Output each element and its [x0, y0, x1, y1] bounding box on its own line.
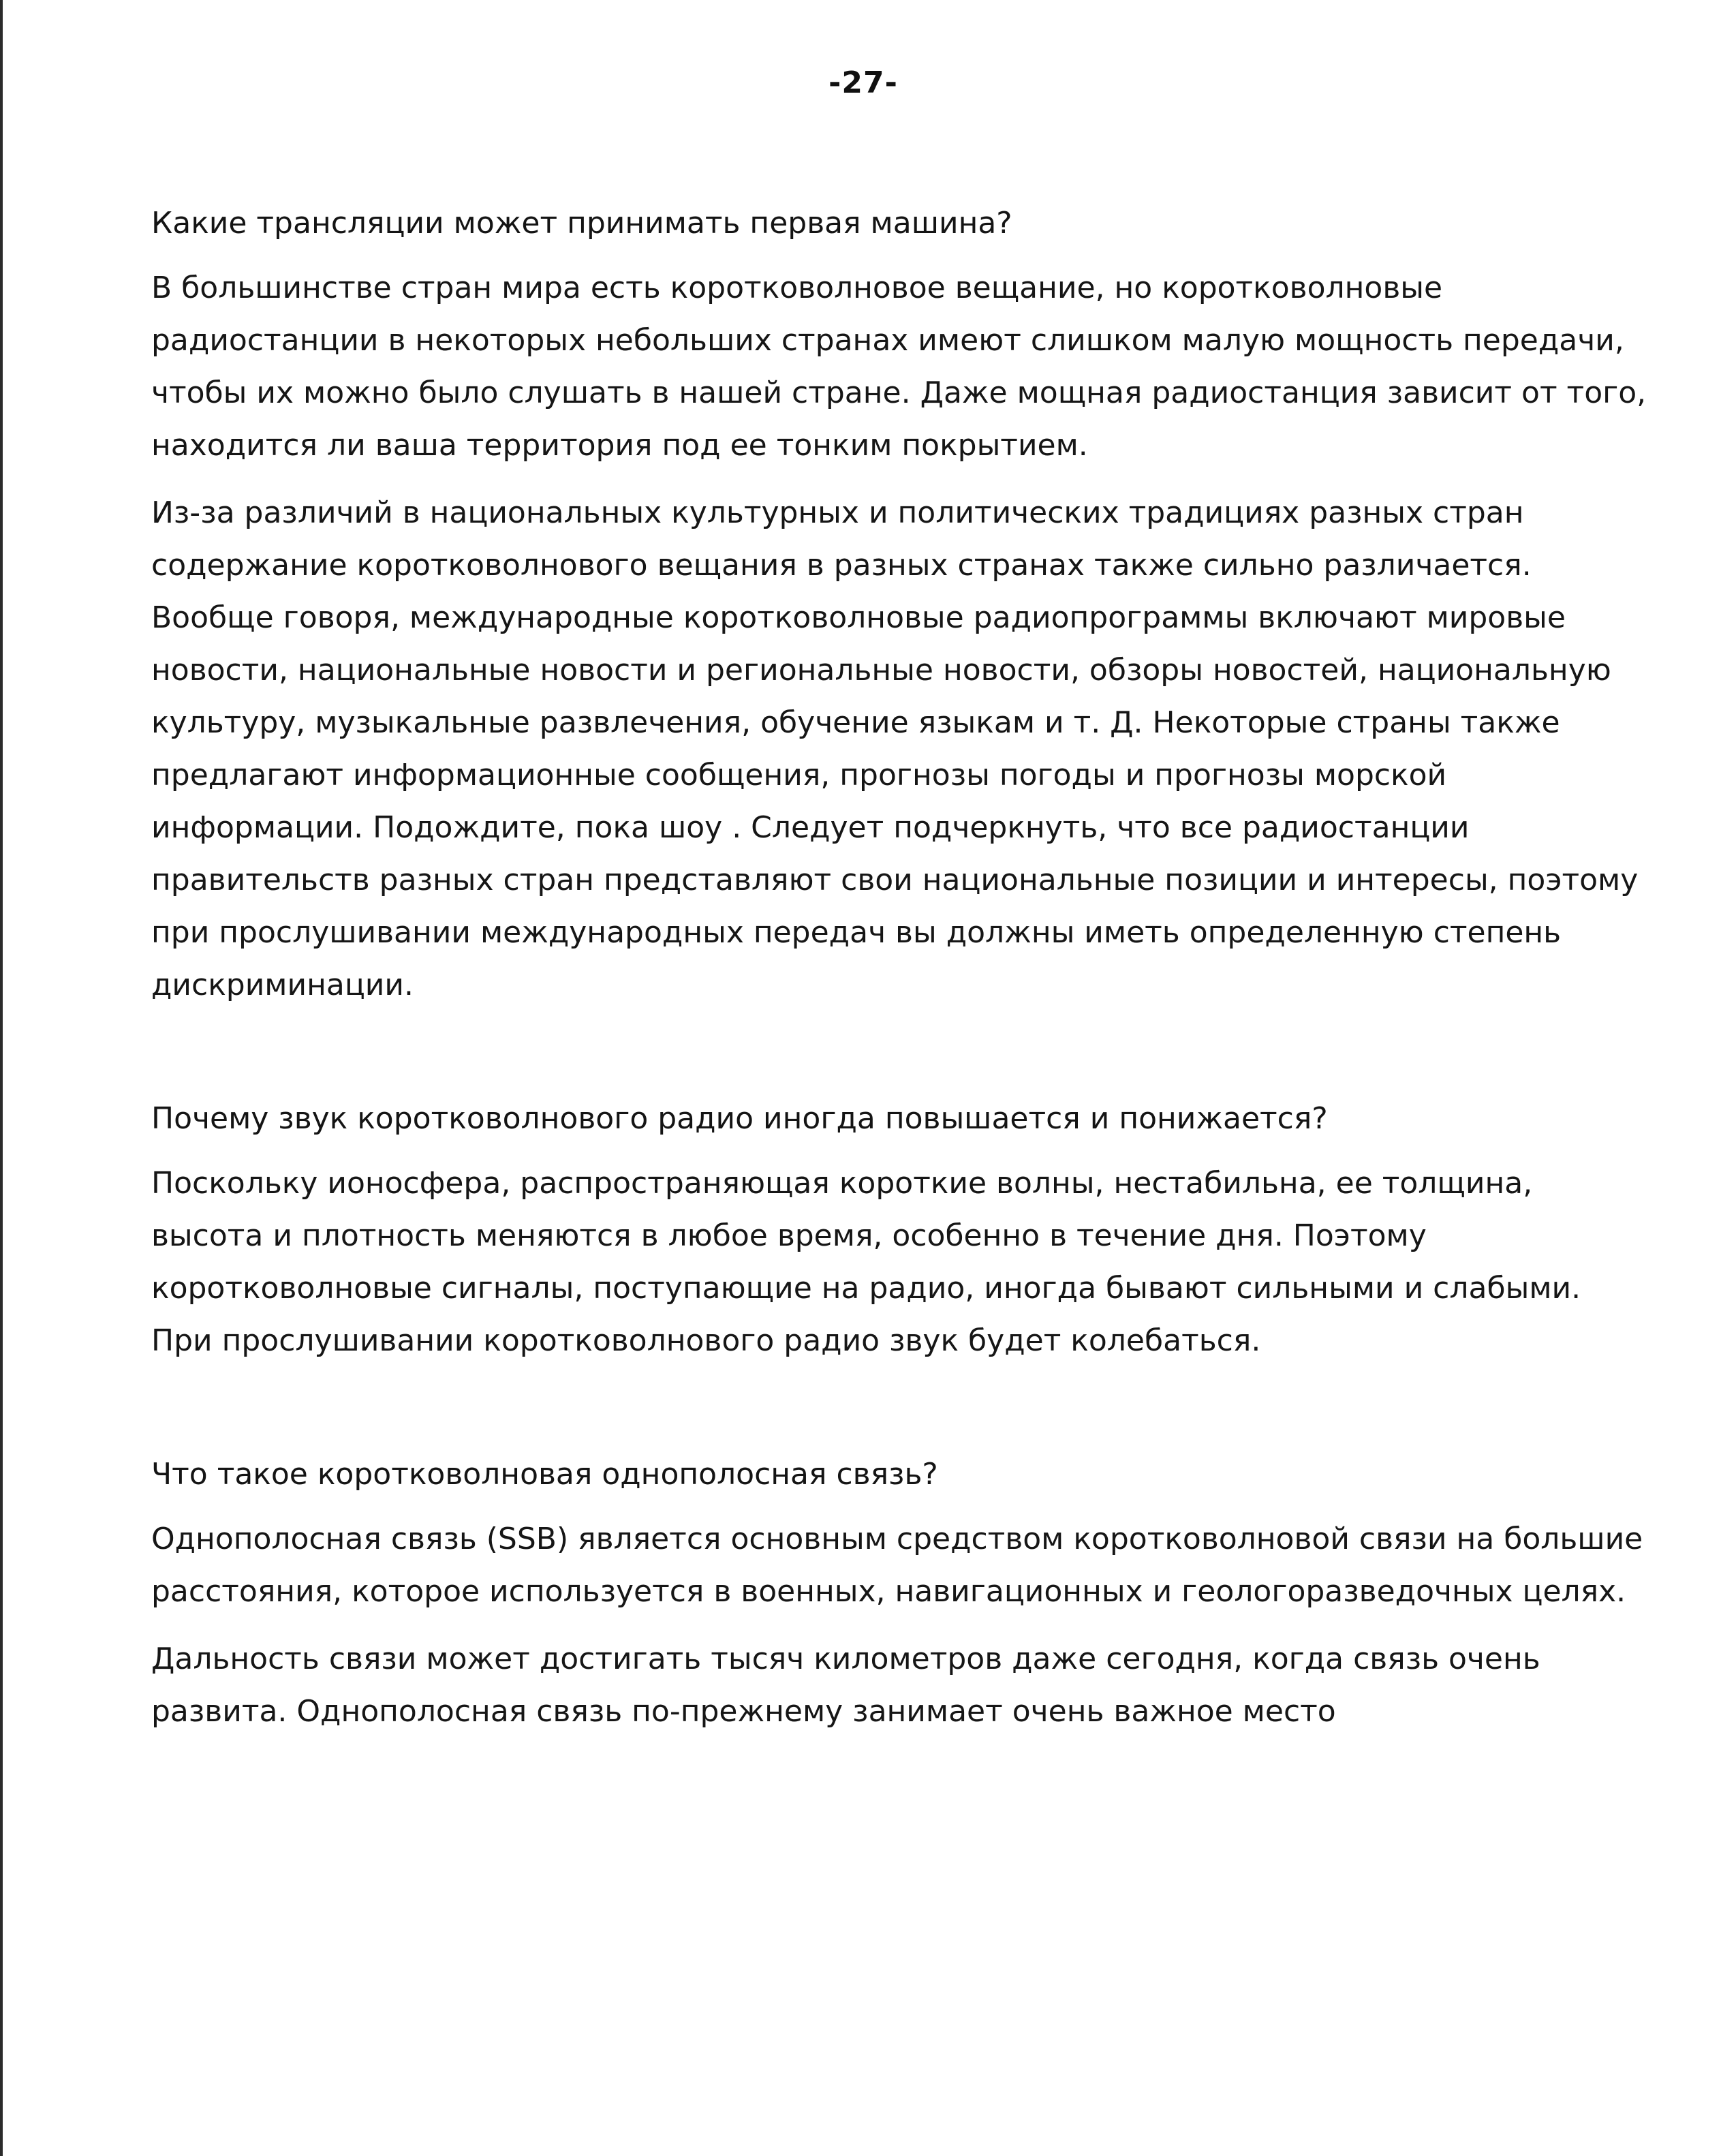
section-sound-fluctuation — [151, 1093, 1650, 1367]
section-ssb — [151, 1449, 1650, 1738]
paragraph: В большинстве стран мира есть коротковолновое вещание, но коротковолновые радиостанции в некоторых небольших странах имеют слишком малую мощность передачи, чтобы их можно было слушать в нашей стране. Даже мощная радиостанция зависит от того, находится ли ваша территория под ее тонким покрытием. — [151, 271, 1647, 463]
section-broadcasts — [151, 198, 1650, 1011]
page-number: -27- — [828, 65, 898, 100]
paragraph: Дальность связи может достигать тысяч километров даже сегодня, когда связь очень развита. Однополосная связь по-прежнему занимает очень важное место — [151, 1642, 1540, 1729]
paragraph: Однополосная связь (SSB) является основным средством коротковолновой связи на большие расстояния, которое используется в военных, навигационных и геологоразведочных целях. — [151, 1522, 1643, 1609]
section-heading: Что такое коротковолновая однополосная связь? — [151, 1457, 938, 1492]
paragraph: Поскольку ионосфера, распространяющая короткие волны, нестабильна, ее толщина, высота и плотность меняются в любое время, особенно в течение дня. Поэтому коротковолновые сигналы, поступающие на радио, иногда бывают сильными и слабыми. При прослушивании коротковолнового радио звук будет колебаться. — [151, 1166, 1581, 1358]
section-heading: Какие трансляции может принимать первая машина? — [151, 206, 1012, 241]
document-body — [151, 198, 1650, 1753]
section-heading: Почему звук коротковолнового радио иногда повышается и понижается? — [151, 1101, 1328, 1136]
paragraph: Из-за различий в национальных культурных и политических традициях разных стран содержание коротковолнового вещания в разных странах также сильно различается. Вообще говоря, международные коротковолновые радиопрограммы включают мировые новости, национальные новости и региональные новости, обзоры новостей, национальную культуру, музыкальные развлечения, обучение языкам и т. Д. Некоторые страны также предлагают информационные сообщения, прогнозы погоды и прогнозы морской информации. Подождите, пока шоу . Следует подчеркнуть, что все радиостанции правительств разных стран представляют свои национальные позиции и интересы, поэтому при прослушивании международных передач вы должны иметь определенную степень дискриминации. — [151, 495, 1639, 1002]
